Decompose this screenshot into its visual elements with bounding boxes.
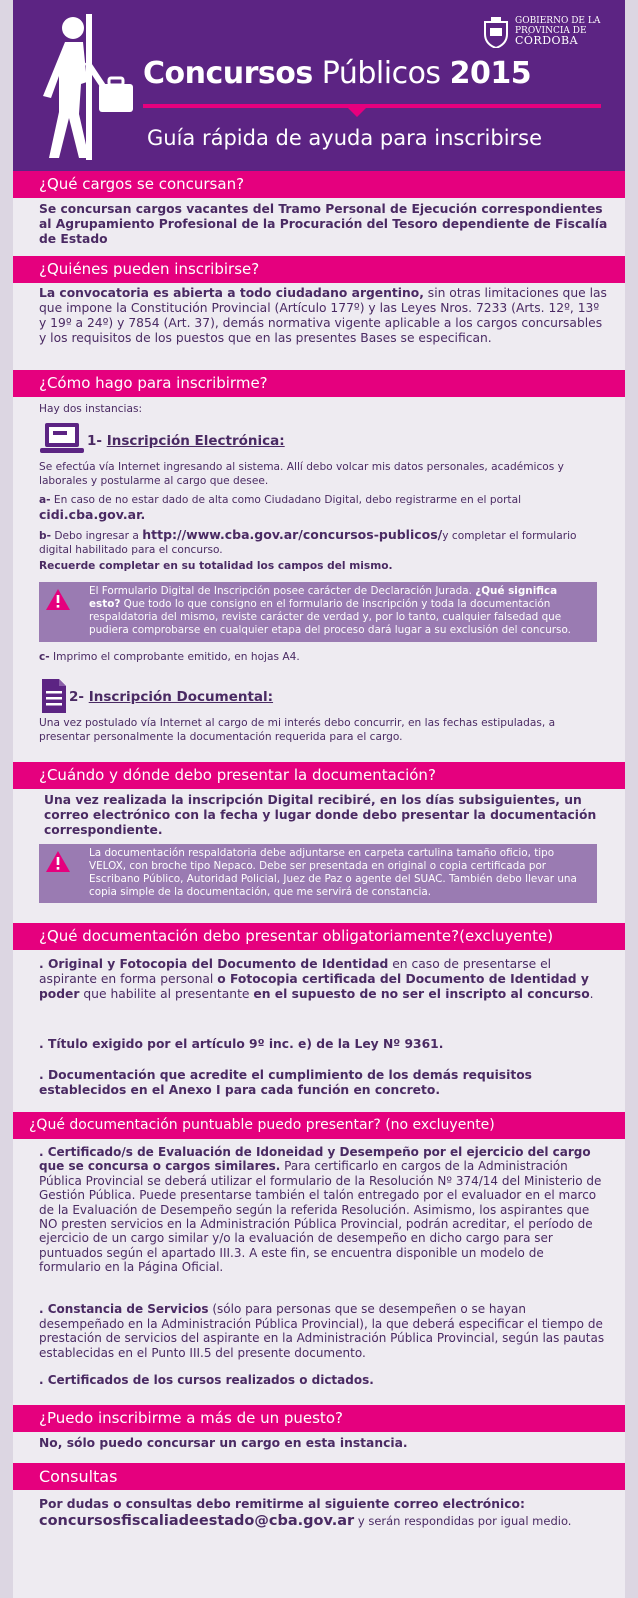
documentation-note: La documentación respaldatoria debe adjuntarse en carpeta cartulina tamaño oficio, tipo VELOX, con broche tipo Nepaco. Debe ser presentada en original o copia certificada por Escribano Público, Autoridad Policial, Juez de Paz o agente del SUAC. También debo llevar una copia simple de la documentación, que me servirá de constancia. bbox=[39, 844, 597, 903]
commuter-figure-icon bbox=[35, 12, 145, 162]
instances-intro: Hay dos instancias: bbox=[39, 403, 143, 415]
page-subtitle: Guía rápida de ayuda para inscribirse bbox=[147, 126, 543, 150]
guide-card bbox=[13, 0, 625, 1598]
mandatory-item-anexo: . Documentación que acredite el cumplimiento de los demás requisitos establecidos en el Anexo I para cada función en concreto. bbox=[39, 1068, 532, 1097]
section-heading-quienes: ¿Quiénes pueden inscribirse? bbox=[13, 256, 625, 283]
scored-item-certificados: . Certificado/s de Evaluación de Idoneidad y Desempeño por el ejercicio del cargo que se concursa o cargos similares. Para certificarlo en cargos de la Administración Pública Provincial se deberá utilizar el formulario de la Resolución Nº 374/14 del Ministerio de Gestión Pública. Puede presentarse también el talón entregado por el evaluador en el marco de la Evaluación de Desempeño según la referida Resolución. Asimismo, los aspirantes que NO presten servicios en la Administración Pública Provincial, podrán acreditar, el período de ejercicio de un cargo similar y/o la evaluación de desempeño en dicho cargo para ser puntuados según el apartado III.3. A este fin, se encuentra disponible un modelo de formulario en la Página Oficial. bbox=[39, 1145, 602, 1275]
section-heading-consultas: Consultas bbox=[13, 1463, 625, 1490]
step2-text: Una vez postulado vía Internet al cargo de mi interés debo concurrir, en las fechas estipuladas, a presentar personalmente la documentación requerida para el cargo. bbox=[39, 717, 556, 743]
mandatory-item-id: . Original y Fotocopia del Documento de Identidad en caso de presentarse el aspirante en forma personal o Fotocopia certificada del Documento de Identidad y poder que habilite al presentante en el supuesto de no ser el inscripto al concurso. bbox=[39, 957, 594, 1001]
title-divider bbox=[143, 104, 601, 108]
step-c: c- Imprimo el comprobante emitido, en hojas A4. bbox=[39, 651, 300, 663]
section-body-cargos: Se concursan cargos vacantes del Tramo Personal de Ejecución correspondientes al Agrupamiento Profesional de la Procuración del Tesoro dependiente de Fiscalía de Estado bbox=[39, 202, 608, 246]
section-heading-cargos: ¿Qué cargos se concursan? bbox=[13, 171, 625, 198]
scored-item-cursos: . Certificados de los cursos realizados o dictados. bbox=[39, 1373, 374, 1387]
coat-of-arms-icon bbox=[483, 16, 509, 48]
section-heading-puntuable: ¿Qué documentación puntuable puedo presentar? (no excluyente) bbox=[13, 1112, 625, 1139]
scored-item-constancia: . Constancia de Servicios (sólo para personas que se desempeñen o se hayan desempeñado en la Administración Pública Provincial), la que deberá especificar el tiempo de prestación de servicios del aspirante en la Administración Pública Provincial, según las pautas establecidas en el Punto III.5 del presente documento. bbox=[39, 1302, 605, 1360]
step1-text: Se efectúa vía Internet ingresando al sistema. Allí debo volcar mis datos personales, académicos y laborales y postularme al cargo que desee. bbox=[39, 461, 564, 487]
mandatory-item-titulo: . Título exigido por el artículo 9º inc. e) de la Ley Nº 9361. bbox=[39, 1037, 444, 1051]
step-b: b- Debo ingresar a http://www.cba.gov.ar/concursos-publicos/y completar el formulario digital habilitado para el concurso. bbox=[39, 527, 577, 556]
section-body-mas-de-un-puesto: No, sólo puedo concursar un cargo en esta instancia. bbox=[39, 1436, 408, 1450]
section-heading-como: ¿Cómo hago para inscribirme? bbox=[13, 370, 625, 397]
consultas-text: Por dudas o consultas debo remitirme al siguiente correo electrónico: bbox=[39, 1497, 525, 1511]
step1-heading: 1- Inscripción Electrónica: bbox=[87, 433, 285, 449]
section-heading-cuando: ¿Cuándo y dónde debo presentar la documentación? bbox=[13, 762, 625, 789]
warning-icon bbox=[45, 588, 71, 611]
section-heading-obligatoria: ¿Qué documentación debo presentar obligatoriamente?(excluyente) bbox=[13, 923, 625, 950]
section-heading-mas-de-un-puesto: ¿Puedo inscribirme a más de un puesto? bbox=[13, 1405, 625, 1432]
step-a: a- En caso de no estar dado de alta como Ciudadano Digital, debo registrarme en el portal cidi.cba.gov.ar. bbox=[39, 494, 522, 522]
contact-email-link[interactable]: concursosfiscaliadeestado@cba.gov.ar bbox=[39, 1513, 355, 1529]
section-body-quienes: La convocatoria es abierta a todo ciudadano argentino, sin otras limitaciones que las que impone la Constitución Provincial (Artículo 177º) y las Leyes Nros. 7233 (Arts. 12º, 13º y 19º a 24º) y 7854 (Art. 37), demás normativa vigente aplicable a los cargos concursables y los requisitos de los puestos que en las presentes Bases se especifican. bbox=[39, 286, 607, 345]
step2-heading: 2- Inscripción Documental: bbox=[69, 689, 274, 705]
document-icon bbox=[41, 678, 67, 714]
laptop-icon bbox=[39, 421, 85, 455]
section-body-cuando: Una vez realizada la inscripción Digital recibiré, en los días subsiguientes, un correo electrónico con la fecha y lugar donde debo presentar la documentación correspondiente. bbox=[44, 793, 597, 837]
warning-icon bbox=[45, 850, 71, 873]
declaration-note: El Formulario Digital de Inscripción posee carácter de Declaración Jurada. ¿Qué significa esto? Que todo lo que consigno en el formulario de inscripción y toda la documentación respaldatoria del mismo, reviste carácter de verdad y, por lo tanto, cualquier falsedad que pudiera comprobarse en cualquier etapa del proceso dará lugar a su exclusión del concurso. bbox=[39, 582, 597, 642]
government-name: GOBIERNO DE LA PROVINCIA DE CÓRDOBA bbox=[515, 16, 601, 47]
page-title: Concursos Públicos 2015 bbox=[143, 56, 532, 91]
header bbox=[13, 0, 625, 171]
title-divider-notch bbox=[348, 108, 366, 117]
government-logo bbox=[483, 14, 613, 50]
consultas-contact: concursosfiscaliadeestado@cba.gov.ar y serán respondidas por igual medio. bbox=[39, 1513, 572, 1529]
remember-note: Recuerde completar en su totalidad los campos del mismo. bbox=[39, 560, 393, 572]
